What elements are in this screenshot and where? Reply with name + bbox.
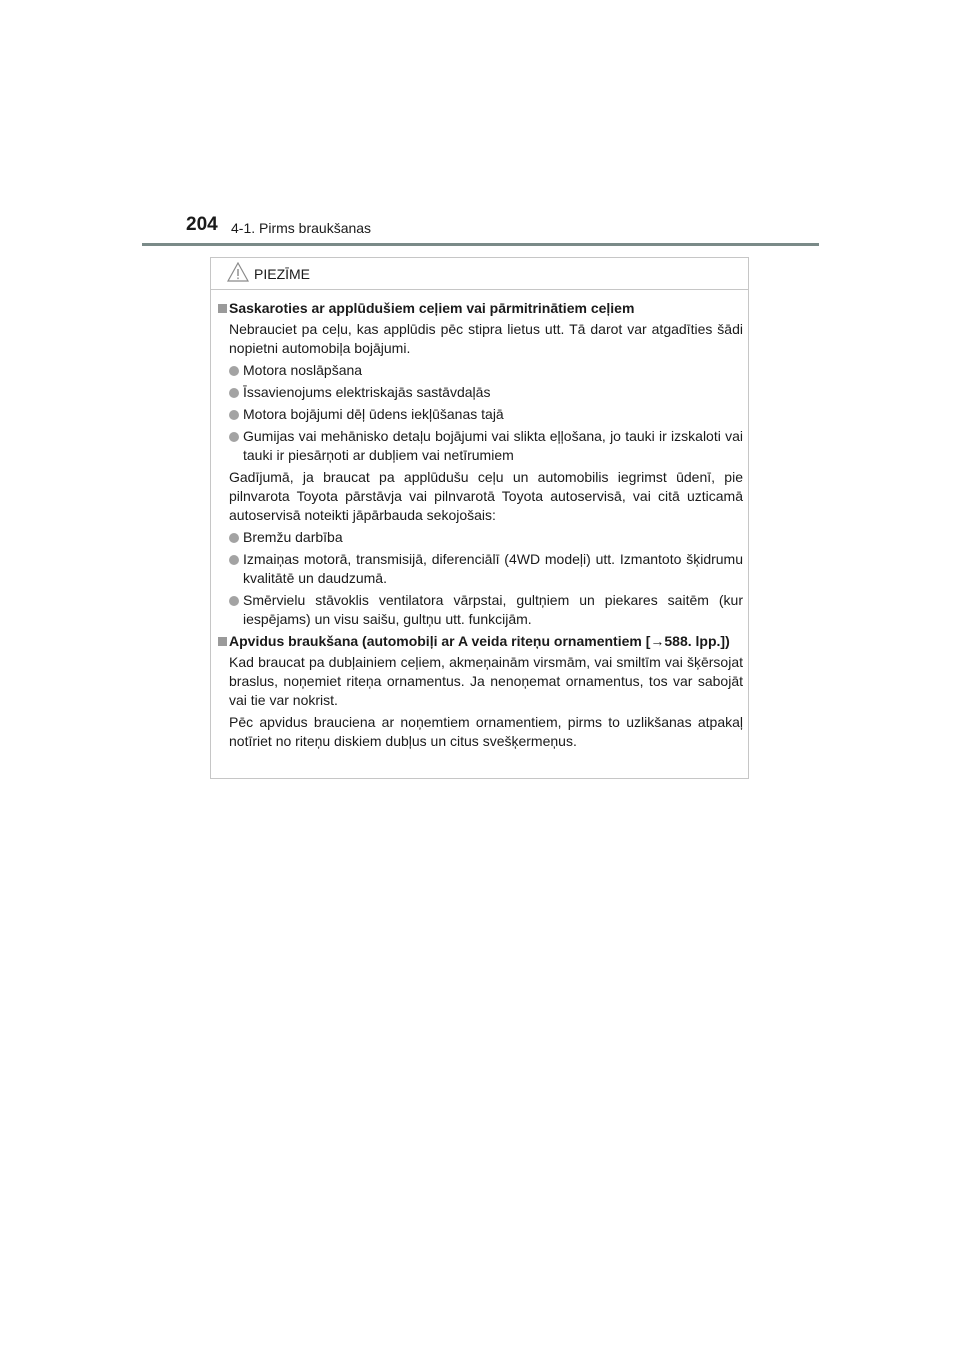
paragraph: Nebrauciet pa ceļu, kas applūdis pēc stipra lietus utt. Tā darot var atgadīties šādi nopietni automobiļa bojājumi. xyxy=(229,321,743,356)
note-box xyxy=(210,257,749,779)
subheading-offroad xyxy=(218,632,743,651)
paragraph: Pēc apvidus brauciena ar noņemtiem ornamentiem, pirms to uzlikšanas atpakaļ notīriet no riteņu diskiem dubļus un citus svešķermeņus. xyxy=(229,714,743,749)
list-item xyxy=(218,361,743,380)
page-number: 204 xyxy=(186,214,218,235)
list-item xyxy=(218,405,743,424)
list-item xyxy=(218,550,743,588)
subheading-text: Apvidus braukšana (automobiļi ar A veida riteņu ornamentiem [→588. lpp.]) xyxy=(229,633,730,649)
note-body xyxy=(218,299,743,754)
section-title: 4-1. Pirms braukšanas xyxy=(231,220,372,236)
list-item-text: Motora noslāpšana xyxy=(243,362,363,378)
warning-triangle-icon xyxy=(227,262,249,282)
paragraph: Kad braucat pa dubļainiem ceļiem, akmeņainām virsmām, vai smiltīm vai šķērsojat braslus, noņemiet riteņa ornamentus. Ja nenoņemat ornamentus, tos var sabojāt vai tie var nokrist. xyxy=(229,654,743,708)
list-item xyxy=(218,528,743,547)
list-item-text: Bremžu darbība xyxy=(243,529,343,545)
round-bullet-icon xyxy=(229,432,239,442)
subheading-flooded-roads xyxy=(218,299,743,318)
note-header xyxy=(211,258,748,290)
list-item-text: Izmaiņas motorā, transmisijā, diferenciālī (4WD modeļi) utt. Izmantoto šķidrumu kvalitātē un daudzumā. xyxy=(243,551,743,586)
round-bullet-icon xyxy=(229,410,239,420)
round-bullet-icon xyxy=(229,555,239,565)
list-item xyxy=(218,427,743,465)
paragraph: Gadījumā, ja braucat pa applūdušu ceļu un automobilis iegrimst ūdenī, pie pilnvarota Toyota pārstāvja vai pilnvarotā Toyota autoservisā, vai citā uzticamā autoservisā noteikti jāpārbauda sekojošais: xyxy=(229,469,743,523)
list-item-text: Īssavienojums elektriskajās sastāvdaļās xyxy=(243,384,491,400)
list-item xyxy=(218,591,743,629)
round-bullet-icon xyxy=(229,533,239,543)
round-bullet-icon xyxy=(229,366,239,376)
list-item-text: Motora bojājumi dēļ ūdens iekļūšanas tajā xyxy=(243,406,504,422)
round-bullet-icon xyxy=(229,596,239,606)
square-bullet-icon xyxy=(218,637,227,646)
list-item xyxy=(218,383,743,402)
round-bullet-icon xyxy=(229,388,239,398)
subheading-text: Saskaroties ar applūdušiem ceļiem vai pārmitrinātiem ceļiem xyxy=(229,300,635,316)
list-item-text: Gumijas vai mehānisko detaļu bojājumi vai slikta eļļošana, jo tauki ir izskaloti vai tauki ir piesārņoti ar dubļiem vai netīrumiem xyxy=(243,428,743,463)
square-bullet-icon xyxy=(218,304,227,313)
header-rule xyxy=(142,243,819,246)
list-item-text: Smērvielu stāvoklis ventilatora vārpstai, gultņiem un piekares saitēm (kur iespējams) un visu saišu, gultņu utt. funkcijām. xyxy=(243,592,743,627)
note-label: PIEZĪME xyxy=(254,266,311,282)
